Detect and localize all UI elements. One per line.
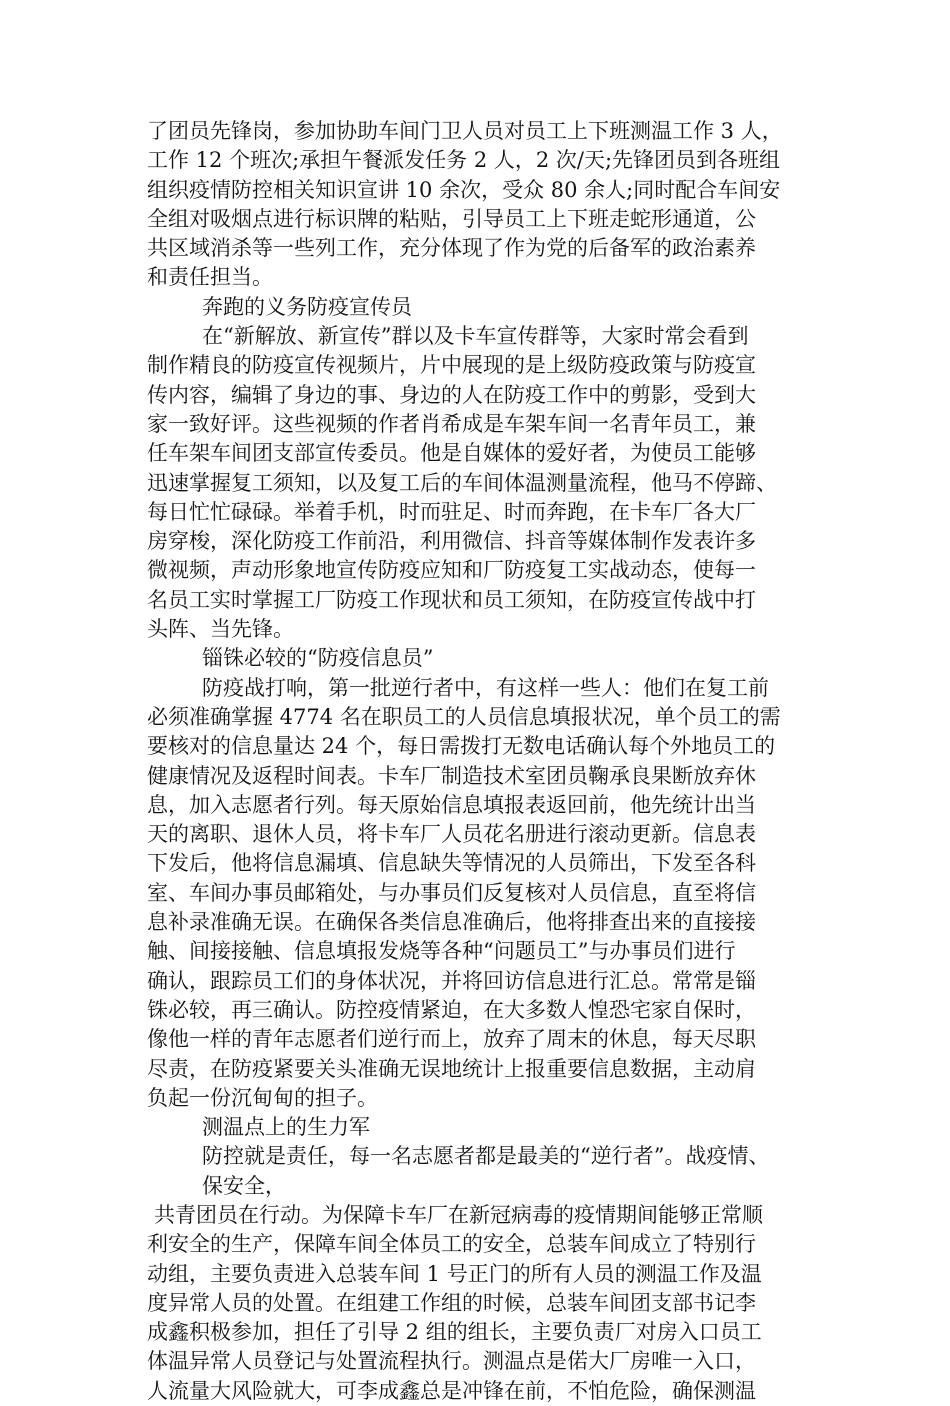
section-heading: 锱铢必较的“防疫信息员” <box>202 646 434 671</box>
paragraph-line: 下发后，他将信息漏填、信息缺失等情况的人员筛出，下发至各科 <box>147 851 756 876</box>
paragraph-line: 防疫战打响，第一批逆行者中，有这样一些人：他们在复工前 <box>202 675 769 700</box>
paragraph-line: 传内容，编辑了身边的事、身边的人在防疫工作中的剪影，受到大 <box>147 382 756 407</box>
section-heading: 奔跑的义务防疫宣传员 <box>202 294 412 319</box>
paragraph-line: 迅速掌握复工须知，以及复工后的车间体温测量流程，他马不停蹄、 <box>147 470 777 495</box>
paragraph-line: 体温异常人员登记与处置流程执行。测温点是偌大厂房唯一入口， <box>147 1349 756 1374</box>
paragraph-line: 成鑫积极参加，担任了引导 2 组的组长，主要负责厂对房入口员工 <box>147 1320 762 1345</box>
paragraph-line: 息补录准确无误。在确保各类信息准确后，他将排查出来的直接接 <box>147 910 756 935</box>
paragraph-line: 度异常人员的处置。在组建工作组的时候，总装车间团支部书记李 <box>147 1290 756 1315</box>
paragraph-line: 共区域消杀等一些列工作，充分体现了作为党的后备军的政治素养 <box>147 236 756 261</box>
paragraph-line: 共青团员在行动。为保障卡车厂在新冠病毒的疫情期间能够正常顺 <box>154 1202 763 1227</box>
paragraph-line: 动组，主要负责进入总装车间 1 号正门的所有人员的测温工作及温 <box>147 1261 762 1286</box>
paragraph-line: 室、车间办事员邮箱处，与办事员们反复核对人员信息，直至将信 <box>147 880 756 905</box>
section-heading: 测温点上的生力军 <box>202 1115 370 1140</box>
paragraph-line: 负起一份沉甸甸的担子。 <box>147 1085 378 1110</box>
paragraph-line: 健康情况及返程时间表。卡车厂制造技术室团员鞠承良果断放弃休 <box>147 763 756 788</box>
paragraph-line: 利安全的生产，保障车间全体员工的安全，总装车间成立了特别行 <box>147 1232 756 1257</box>
section-heading: 保安全， <box>202 1173 286 1198</box>
paragraph-line: 全组对吸烟点进行标识牌的粘贴，引导员工上下班走蛇形通道，公 <box>147 206 756 231</box>
paragraph-line: 头阵、当先锋。 <box>147 617 294 642</box>
paragraph-line: 工作 12 个班次;承担午餐派发任务 2 人，2 次/天;先锋团员到各班组 <box>147 148 781 173</box>
document-body <box>147 117 822 1406</box>
paragraph-line: 了团员先锋岗，参加协助车间门卫人员对员工上下班测温工作 3 人， <box>147 119 783 143</box>
paragraph-line: 尽责，在防疫紧要关头准确无误地统计上报重要信息数据，主动肩 <box>147 1056 756 1081</box>
paragraph-line: 和责任担当。 <box>147 265 273 290</box>
paragraph-line: 每日忙忙碌碌。举着手机，时而驻足、时而奔跑，在卡车厂各大厂 <box>147 499 756 524</box>
paragraph-line: 天的离职、退休人员，将卡车厂人员花名册进行滚动更新。信息表 <box>147 822 756 847</box>
paragraph-line: 必须准确掌握 4774 名在职员工的人员信息填报状况，单个员工的需 <box>147 704 781 729</box>
paragraph-line: 家一致好评。这些视频的作者肖希成是车架车间一名青年员工，兼 <box>147 411 756 436</box>
paragraph-line: 任车架车间团支部宣传委员。他是自媒体的爱好者，为使员工能够 <box>147 441 756 466</box>
paragraph-line: 微视频，声动形象地宣传防疫应知和厂防疫复工实战动态，使每一 <box>147 558 756 583</box>
paragraph-line: 人流量大风险就大，可李成鑫总是冲锋在前，不怕危险，确保测温 <box>147 1378 756 1403</box>
paragraph-line: 组织疫情防控相关知识宣讲 10 余次，受众 80 余人;同时配合车间安 <box>147 177 781 202</box>
paragraph-line: 像他一样的青年志愿者们逆行而上，放弃了周末的休息，每天尽职 <box>147 1027 756 1052</box>
paragraph-line: 息，加入志愿者行列。每天原始信息填报表返回前，他先统计出当 <box>147 792 756 817</box>
paragraph-line: 在“新解放、新宣传”群以及卡车宣传群等，大家时常会看到 <box>202 324 749 349</box>
paragraph-line: 确认，跟踪员工们的身体状况，并将回访信息进行汇总。常常是锱 <box>147 968 756 993</box>
paragraph-line: 防控就是责任，每一名志愿者都是最美的“逆行者”。战疫情、 <box>202 1144 770 1169</box>
paragraph-line: 铢必较，再三确认。防控疫情紧迫，在大多数人惶恐宅家自保时， <box>147 997 756 1022</box>
paragraph-line: 房穿梭，深化防疫工作前沿，利用微信、抖音等媒体制作发表许多 <box>147 529 756 554</box>
paragraph-line: 名员工实时掌握工厂防疫工作现状和员工须知，在防疫宣传战中打 <box>147 587 756 612</box>
paragraph-line: 制作精良的防疫宣传视频片，片中展现的是上级防疫政策与防疫宣 <box>147 353 756 378</box>
paragraph-line: 要核对的信息量达 24 个，每日需拨打无数电话确认每个外地员工的 <box>147 734 776 759</box>
paragraph-line: 触、间接接触、信息填报发烧等各种“问题员工”与办事员们进行 <box>147 939 736 964</box>
